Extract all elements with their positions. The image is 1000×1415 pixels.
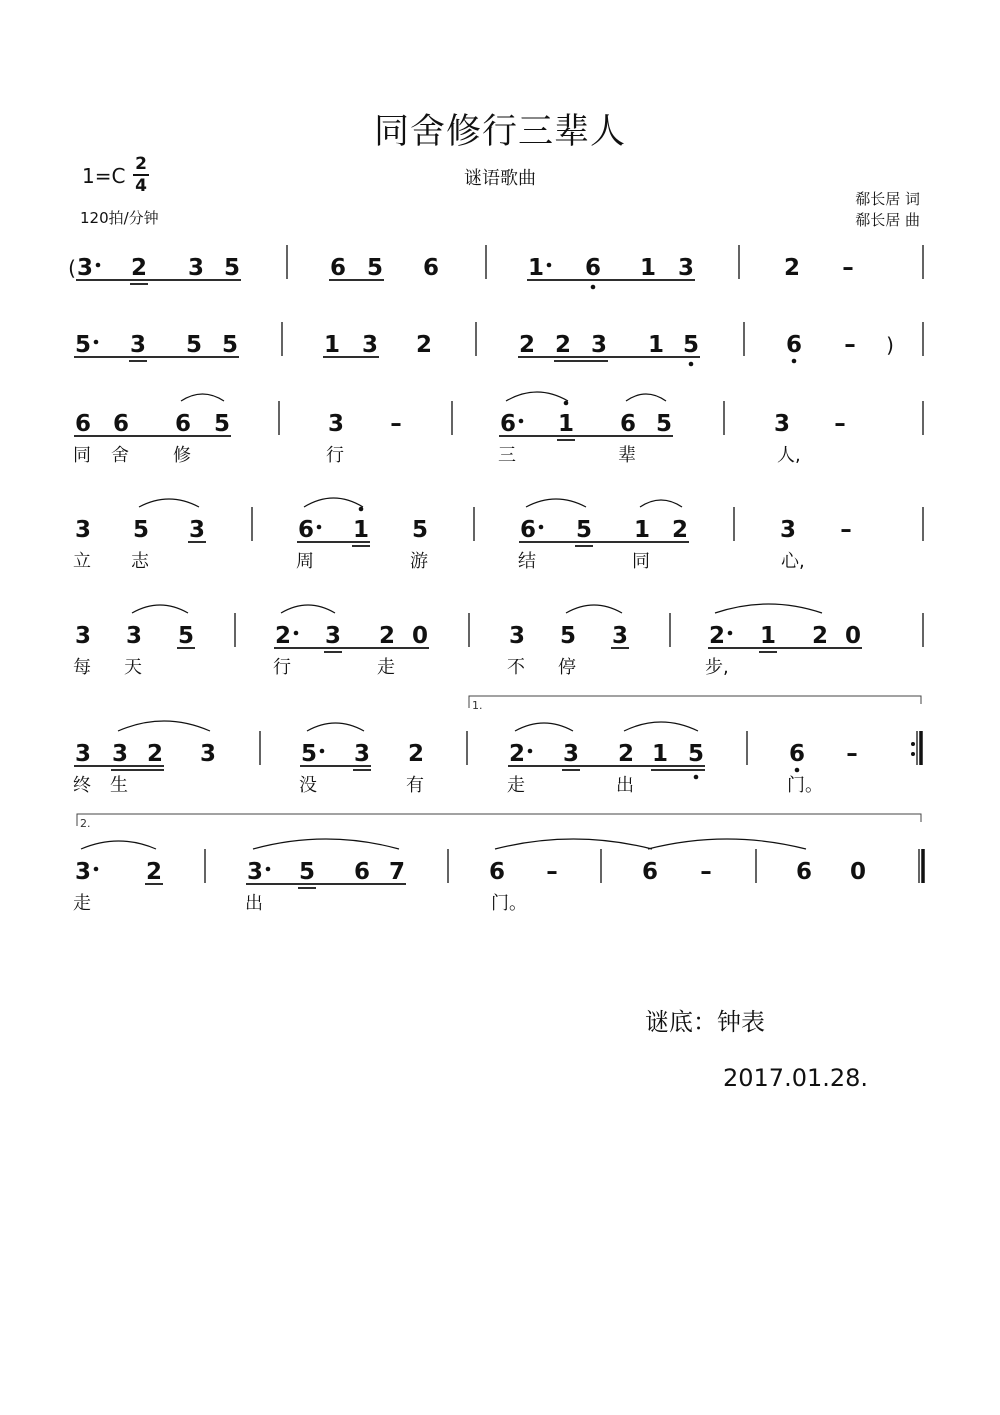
note: 5 (687, 741, 705, 767)
lyric-syllable: 立 (73, 551, 91, 572)
note: 5 (213, 411, 231, 437)
repeat-dot (911, 752, 915, 756)
lyric-syllable: 同 (73, 445, 91, 466)
note: – (546, 859, 558, 885)
note: 3 (125, 623, 143, 649)
note: 5 (682, 332, 700, 358)
augmentation-dot (728, 631, 733, 636)
augmentation-dot (94, 867, 99, 872)
lyric-syllable: 修 (173, 445, 191, 466)
lyric-syllable: 不 (507, 657, 525, 678)
note: 6 (584, 255, 602, 281)
volta-bracket (77, 814, 921, 826)
note: 3 (74, 859, 92, 885)
note: 1 (323, 332, 341, 358)
note: 5 (575, 517, 593, 543)
lyric-syllable: 志 (131, 551, 149, 572)
augmentation-dot (547, 263, 552, 268)
slur (253, 839, 399, 849)
note: 3 (508, 623, 526, 649)
note: 3 (74, 517, 92, 543)
slur (281, 605, 335, 613)
lyric-syllable: 周 (296, 551, 314, 572)
note: 3 (187, 255, 205, 281)
slur (495, 839, 652, 849)
note: 5 (177, 623, 195, 649)
note: 1 (352, 517, 370, 543)
note: 1 (651, 741, 669, 767)
low-octave-dot (792, 359, 797, 364)
lyric-syllable: 三 (498, 445, 516, 466)
lyric-syllable: 结 (518, 551, 536, 572)
repeat-dot (911, 742, 915, 746)
lyric-syllable: 游 (410, 551, 428, 572)
note: 7 (388, 859, 406, 885)
note: 5 (655, 411, 673, 437)
augmentation-dot (96, 263, 101, 268)
augmentation-dot (519, 419, 524, 424)
slur (118, 721, 210, 731)
note: 1 (527, 255, 545, 281)
note: 0 (844, 623, 862, 649)
note: 3 (111, 741, 129, 767)
note: 6 (112, 411, 130, 437)
note: 1 (633, 517, 651, 543)
note: 3 (199, 741, 217, 767)
note: 6 (353, 859, 371, 885)
note: 2 (407, 741, 425, 767)
note: 5 (221, 332, 239, 358)
slur (307, 723, 364, 731)
composition-date: 2017.01.28. (723, 1064, 869, 1092)
lyric-syllable: 行 (326, 445, 344, 466)
note: 2 (146, 741, 164, 767)
low-octave-dot (689, 362, 694, 367)
note: 2 (518, 332, 536, 358)
note: 6 (422, 255, 440, 281)
note: 6 (174, 411, 192, 437)
slur (526, 499, 586, 507)
slur (566, 605, 622, 613)
note: 2 (783, 255, 801, 281)
song-title: 同舍修行三辈人 (373, 112, 626, 152)
note: 3 (677, 255, 695, 281)
low-octave-dot (694, 775, 699, 780)
note: 3 (246, 859, 264, 885)
note: 2 (811, 623, 829, 649)
note: 5 (185, 332, 203, 358)
volta-label: 1. (472, 699, 483, 712)
note: 1 (639, 255, 657, 281)
slur (640, 500, 682, 507)
note: 2 (274, 623, 292, 649)
lyric-syllable: 门。 (491, 893, 527, 914)
augmentation-dot (294, 631, 299, 636)
lyric-syllable: 出 (245, 893, 263, 914)
slur (139, 499, 199, 507)
lyric-syllable: 每 (73, 657, 91, 678)
lyric-syllable: 行 (273, 657, 291, 678)
lyric-syllable: 没 (299, 775, 317, 796)
note: – (390, 411, 402, 437)
slur (506, 392, 568, 401)
note: 2 (130, 255, 148, 281)
lyric-syllable: 出 (616, 775, 634, 796)
lyric-syllable: 辈 (618, 445, 636, 466)
lyric-syllable: 心, (781, 551, 805, 572)
lyric-syllable: 天 (124, 657, 142, 678)
note: 6 (795, 859, 813, 885)
lyric-syllable: 终 (73, 775, 91, 796)
note: 6 (785, 332, 803, 358)
note: 5 (366, 255, 384, 281)
note: – (834, 411, 846, 437)
note: 2 (145, 859, 163, 885)
paren-mark: ) (886, 333, 894, 357)
note: 3 (188, 517, 206, 543)
note: 0 (849, 859, 867, 885)
note: 3 (327, 411, 345, 437)
note: 5 (223, 255, 241, 281)
note: 3 (779, 517, 797, 543)
note: 3 (74, 741, 92, 767)
low-octave-dot (591, 285, 596, 290)
tempo-marking: 120拍/分钟 (80, 209, 159, 227)
time-numerator: 2 (135, 154, 147, 174)
lyric-syllable: 步, (705, 657, 729, 678)
note: – (700, 859, 712, 885)
augmentation-dot (94, 340, 99, 345)
lyric-syllable: 有 (406, 775, 424, 796)
lyric-syllable: 走 (507, 775, 525, 796)
lyric-syllable: 走 (377, 657, 395, 678)
lyric-syllable: 门。 (787, 775, 823, 796)
note: 2 (508, 741, 526, 767)
slur (515, 723, 573, 731)
note: 6 (519, 517, 537, 543)
note: 5 (300, 741, 318, 767)
lyric-syllable: 停 (558, 657, 576, 678)
note: – (840, 517, 852, 543)
lyric-syllable: 生 (110, 775, 128, 796)
volta-bracket (469, 696, 921, 708)
note: 5 (559, 623, 577, 649)
augmentation-dot (528, 749, 533, 754)
slur (626, 394, 666, 401)
slur (715, 604, 822, 613)
paren-mark: ( (68, 256, 76, 280)
composer-credit: 郗长居 曲 (855, 211, 920, 229)
note: 6 (329, 255, 347, 281)
note: 1 (557, 411, 575, 437)
note: 6 (788, 741, 806, 767)
augmentation-dot (320, 749, 325, 754)
note: 2 (708, 623, 726, 649)
low-octave-dot (795, 768, 800, 773)
note: – (846, 741, 858, 767)
note: 1 (759, 623, 777, 649)
slur (81, 841, 156, 849)
lyric-syllable: 同 (632, 551, 650, 572)
lyric-syllable: 舍 (111, 445, 129, 466)
lyricist-credit: 郗长居 词 (855, 190, 920, 208)
time-denominator: 4 (135, 176, 147, 196)
note: 2 (617, 741, 635, 767)
note: 6 (499, 411, 517, 437)
note: 2 (415, 332, 433, 358)
note: 5 (132, 517, 150, 543)
note: 3 (76, 255, 94, 281)
volta-label: 2. (80, 817, 91, 830)
lyric-syllable: 人, (777, 445, 801, 466)
note: 3 (773, 411, 791, 437)
note: 3 (590, 332, 608, 358)
note: 6 (488, 859, 506, 885)
augmentation-dot (317, 525, 322, 530)
note: 5 (298, 859, 316, 885)
lyric-syllable: 走 (73, 893, 91, 914)
augmentation-dot (539, 525, 544, 530)
note: 2 (554, 332, 572, 358)
slur (304, 498, 363, 507)
augmentation-dot (266, 867, 271, 872)
note: 6 (74, 411, 92, 437)
note: 1 (647, 332, 665, 358)
note: 3 (353, 741, 371, 767)
note: 2 (378, 623, 396, 649)
note: 6 (619, 411, 637, 437)
note: 3 (74, 623, 92, 649)
slur (648, 839, 806, 849)
note: 3 (562, 741, 580, 767)
note: 5 (411, 517, 429, 543)
riddle-answer: 谜底：钟表 (645, 1008, 765, 1036)
note: 3 (324, 623, 342, 649)
note: 3 (129, 332, 147, 358)
note: 0 (411, 623, 429, 649)
key-signature: 1=C (82, 164, 126, 188)
note: – (844, 332, 856, 358)
note: 2 (671, 517, 689, 543)
slur (181, 394, 224, 401)
slur (624, 722, 698, 731)
note: 6 (297, 517, 315, 543)
note: 3 (361, 332, 379, 358)
note: 3 (611, 623, 629, 649)
note: 6 (641, 859, 659, 885)
note: – (842, 255, 854, 281)
song-subtitle: 谜语歌曲 (464, 168, 536, 189)
slur (132, 605, 188, 613)
note: 5 (74, 332, 92, 358)
